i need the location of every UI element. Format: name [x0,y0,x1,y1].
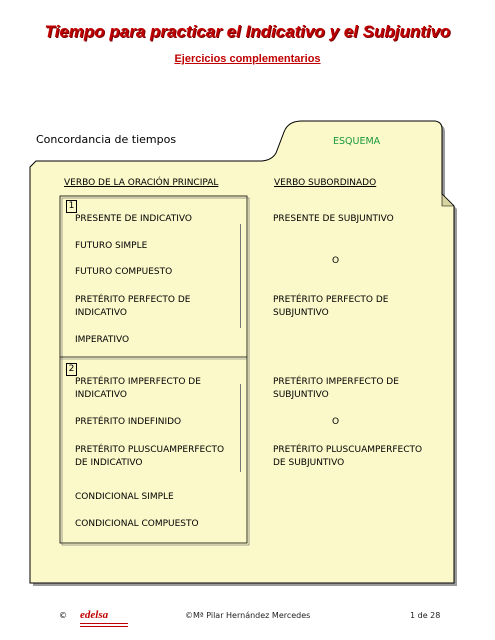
main-line: DE INDICATIVO [75,458,143,468]
footer-copyright-mark: © [59,611,67,620]
main-line: FUTURO COMPUESTO [75,267,173,277]
sub-line-or: O [332,417,340,427]
folder-corner-fold [442,194,454,206]
footer-author: ©Mª Pilar Hernández Mercedes [185,611,311,620]
main-line: INDICATIVO [75,390,127,400]
sub-column-header: VERBO SUBORDINADO [274,178,377,188]
main-column-header: VERBO DE LA ORACIÓN PRINCIPAL [64,178,219,188]
main-line: PRETÉRITO IMPERFECTO DE [75,377,201,387]
sub-line-or: O [332,256,340,266]
main-line: PRETÉRITO PERFECTO DE [75,295,191,305]
main-line: CONDICIONAL COMPUESTO [75,519,199,529]
main-line: IMPERATIVO [75,335,130,345]
group-number-1: 1 [66,200,77,213]
bracket-line-group1 [240,224,241,328]
main-line: PRETÉRITO PLUSCUAMPERFECTO [75,445,225,455]
section-heading: Concordancia de tiempos [36,133,177,146]
esquema-tab-label: ESQUEMA [333,136,381,147]
page-number: 1 de 28 [410,611,441,620]
logo-rule [80,623,128,624]
edelsa-logo: edelsa [80,609,109,621]
logo-rule [80,626,128,627]
main-line: PRETÉRITO INDEFINIDO [75,417,182,427]
main-line: FUTURO SIMPLE [75,241,148,251]
group-number-2: 2 [66,363,77,376]
sub-line: DE SUBJUNTIVO [273,458,345,468]
sub-line: SUBJUNTIVO [273,390,329,400]
page-title: Tiempo para practicar el Indicativo y el Subjuntivo [44,22,451,41]
sub-line: SUBJUNTIVO [273,308,329,318]
main-line: CONDICIONAL SIMPLE [75,492,174,502]
main-line: PRESENTE DE INDICATIVO [75,214,192,224]
folder-body [30,121,454,583]
sub-line: PRESENTE DE SUBJUNTIVO [273,214,394,224]
sub-line: PRETÉRITO PERFECTO DE [273,295,389,305]
sub-line: PRETÉRITO IMPERFECTO DE [273,377,399,387]
page-subtitle: Ejercicios complementarios [174,53,321,65]
sub-line: PRETÉRITO PLUSCUAMPERFECTO [273,445,423,455]
bracket-line-group2 [240,384,241,472]
main-line: INDICATIVO [75,308,127,318]
